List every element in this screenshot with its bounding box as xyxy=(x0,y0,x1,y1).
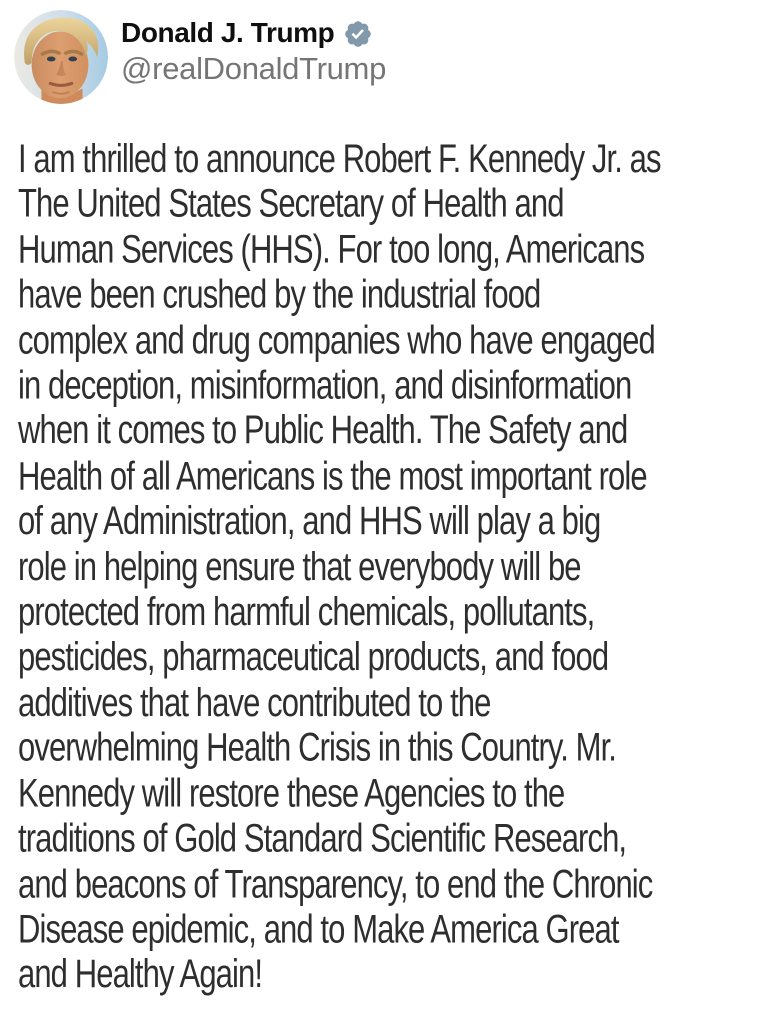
user-info xyxy=(121,17,386,86)
display-name-row xyxy=(121,17,386,49)
user-handle[interactable]: @realDonaldTrump xyxy=(121,51,387,86)
tweet-text-line: additives that have contributed to the xyxy=(18,679,491,725)
tweet-text-line: Health of all Americans is the most important role xyxy=(18,453,647,499)
tweet-text-line: I am thrilled to announce Robert F. Kennedy Jr. as xyxy=(18,136,661,181)
tweet-text-line: traditions of Gold Standard Scientific Research, xyxy=(18,815,627,861)
tweet-text-line: Kennedy will restore these Agencies to the xyxy=(18,770,565,816)
tweet-text-line: when it comes to Public Health. The Safety and xyxy=(18,407,628,453)
verified-badge-icon xyxy=(343,19,373,49)
display-name[interactable]: Donald J. Trump xyxy=(121,17,335,48)
tweet-text-line: overwhelming Health Crisis in this Country. Mr. xyxy=(18,725,616,770)
tweet-text-line: in deception, misinformation, and disinformation xyxy=(18,362,632,408)
tweet-text-line: role in helping ensure that everybody will be xyxy=(18,543,581,589)
avatar-portrait-image xyxy=(14,10,108,104)
tweet-text xyxy=(18,136,754,997)
tweet-text-line: pesticides, pharmaceutical products, and food xyxy=(18,634,609,680)
tweet-text-line: Human Services (HHS). For too long, Americans xyxy=(18,226,645,272)
tweet-text-line: Disease epidemic, and to Make America Great xyxy=(18,906,619,952)
tweet-text-line: and beacons of Transparency, to end the Chronic xyxy=(18,861,653,906)
tweet-text-line: and Healthy Again! xyxy=(18,951,263,997)
tweet-text-line: protected from harmful chemicals, pollutants, xyxy=(18,589,595,634)
tweet-text-line: have been crushed by the industrial food xyxy=(18,271,541,317)
tweet-text-line: The United States Secretary of Health and xyxy=(18,181,564,227)
avatar[interactable] xyxy=(14,10,108,104)
tweet-text-line: of any Administration, and HHS will play a big xyxy=(18,498,601,544)
tweet-text-line: complex and drug companies who have engaged xyxy=(18,317,655,363)
